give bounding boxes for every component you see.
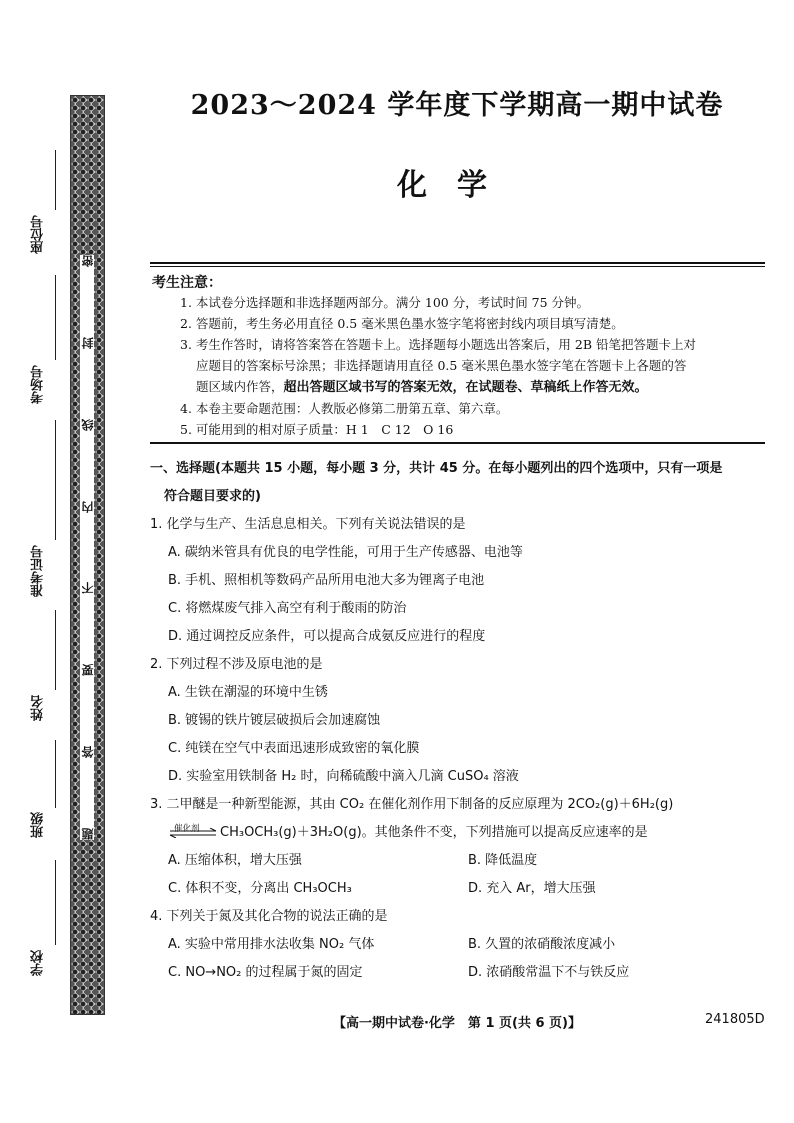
question-4-option-b: B. 久置的浓硝酸浓度减小 [468,937,616,952]
note-item: 5. 可能用到的相对原子质量：H 1 C 12 O 16 [180,422,454,437]
question-2-option-a: A. 生铁在潮湿的环境中生锈 [168,685,328,700]
seal-char: 题 [80,827,95,840]
divider-top [150,262,765,264]
question-3-stem-tail: CH₃OCH₃(g)＋3H₂O(g)。其他条件不变，下列措施可以提高反应速率的是 [220,825,648,840]
paper-code: 241805D [705,1012,765,1027]
question-1-option-b: B. 手机、照相机等数码产品所用电池大多为锂离子电池 [168,573,485,588]
question-1-option-d: D. 通过调控反应条件，可以提高合成氨反应进行的程度 [168,629,486,644]
seal-char: 不 [80,582,95,595]
divider-top-thin [150,266,765,267]
notes-heading: 考生注意： [152,275,222,291]
school-line[interactable] [55,860,56,945]
name-line[interactable] [55,610,56,690]
question-3-option-c: C. 体积不变，分离出 CH₃OCH₃ [168,881,352,896]
note-emphasis: 超出答题区域书写的答案无效，在试题卷、草稿纸上作答无效。 [283,380,648,395]
question-2-stem: 2. 下列过程不涉及原电池的是 [150,657,323,672]
seal-char: 封 [80,336,95,349]
question-list [150,511,775,987]
section-heading-line: 一、选择题(本题共 15 小题，每小题 3 分，共计 45 分。在每小题列出的四个选项中，只有一项是 [150,461,723,476]
question-3-stem-cont [150,819,775,847]
name-label: 姓名 [31,695,46,721]
note-item [180,376,770,398]
note-item-part: 题区域内作答， [196,379,284,394]
class-line[interactable] [55,740,56,808]
question-4-option-a: A. 实验中常用排水法收集 NO₂ 气体 [168,937,375,952]
room-number-label: 考场号 [31,365,46,404]
section-heading [150,455,770,511]
question-2-option-d: D. 实验室用铁制备 H₂ 时，向稀硫酸中滴入几滴 CuSO₄ 溶液 [168,769,519,784]
question-4-option-d: D. 浓硝酸常温下不与铁反应 [468,965,630,980]
question-4-option-c: C. NO→NO₂ 的过程属于氮的固定 [168,965,363,980]
catalyst-label: 催化剂 [174,823,200,834]
question-3-option-b: B. 降低温度 [468,853,538,868]
seal-char: 密 [80,255,95,267]
page-footer: 【高一期中试卷·化学 第 1 页(共 6 页)】 [332,1016,582,1031]
divider-bottom [150,442,765,444]
note-item: 应题目的答案标号涂黑；非选择题请用直径 0.5 毫米黑色墨水签字笔在答题卡上各题的答 [196,358,687,373]
section-heading-line: 符合题目要求的) [164,489,261,504]
seal-char: 答 [80,746,95,759]
question-2-option-b: B. 镀锡的铁片镀层破损后会加速腐蚀 [168,713,381,728]
question-4-options-row [150,931,775,959]
seal-line-text [80,255,94,840]
question-3-options-row [150,847,775,875]
seal-char: 线 [80,418,95,431]
note-item: 4. 本卷主要命题范围：人教版必修第二册第五章、第六章。 [180,401,509,416]
seal-char: 要 [80,664,95,677]
subject-title: 化学 [397,168,517,203]
question-4-options-row [150,959,775,987]
question-1-option-c: C. 将燃煤废气排入高空有利于酸雨的防治 [168,601,407,616]
notes-list [180,292,770,440]
question-3-option-a: A. 压缩体积，增大压强 [168,853,302,868]
question-2-option-c: C. 纯镁在空气中表面迅速形成致密的氧化膜 [168,741,420,756]
question-3-options-row [150,875,775,903]
question-1-option-a: A. 碳纳米管具有优良的电学性能，可用于生产传感器、电池等 [168,545,523,560]
question-4-stem: 4. 下列关于氮及其化合物的说法正确的是 [150,909,388,924]
room-number-line[interactable] [55,275,56,360]
question-1-stem: 1. 化学与生产、生活息息相关。下列有关说法错误的是 [150,517,466,532]
equilibrium-arrow-icon [168,828,218,838]
exam-id-label: 准考证号 [31,545,46,597]
seat-number-label: 座位号 [31,215,46,254]
class-label: 班级 [31,812,46,838]
seat-number-line[interactable] [55,150,56,210]
exam-id-line[interactable] [55,420,56,540]
seal-char: 内 [80,500,95,513]
note-item: 3. 考生作答时，请将答案答在答题卡上。选择题每小题选出答案后，用 2B 铅笔把答题卡上对 [180,337,696,352]
school-label: 学校 [31,950,46,976]
question-3-option-d: D. 充入 Ar，增大压强 [468,881,596,896]
catalyst-arrow [168,823,218,840]
note-item: 1. 本试卷分选择题和非选择题两部分。满分 100 分，考试时间 75 分钟。 [180,295,590,310]
exam-title: 2023～2024 学年度下学期高一期中试卷 [190,90,724,121]
note-item: 2. 答题前，考生务必用直径 0.5 毫米黑色墨水签字笔将密封线内项目填写清楚。 [180,316,624,331]
question-3-stem: 3. 二甲醚是一种新型能源，其由 CO₂ 在催化剂作用下制备的反应原理为 2CO₂(g)＋6H₂(g) [150,797,674,812]
